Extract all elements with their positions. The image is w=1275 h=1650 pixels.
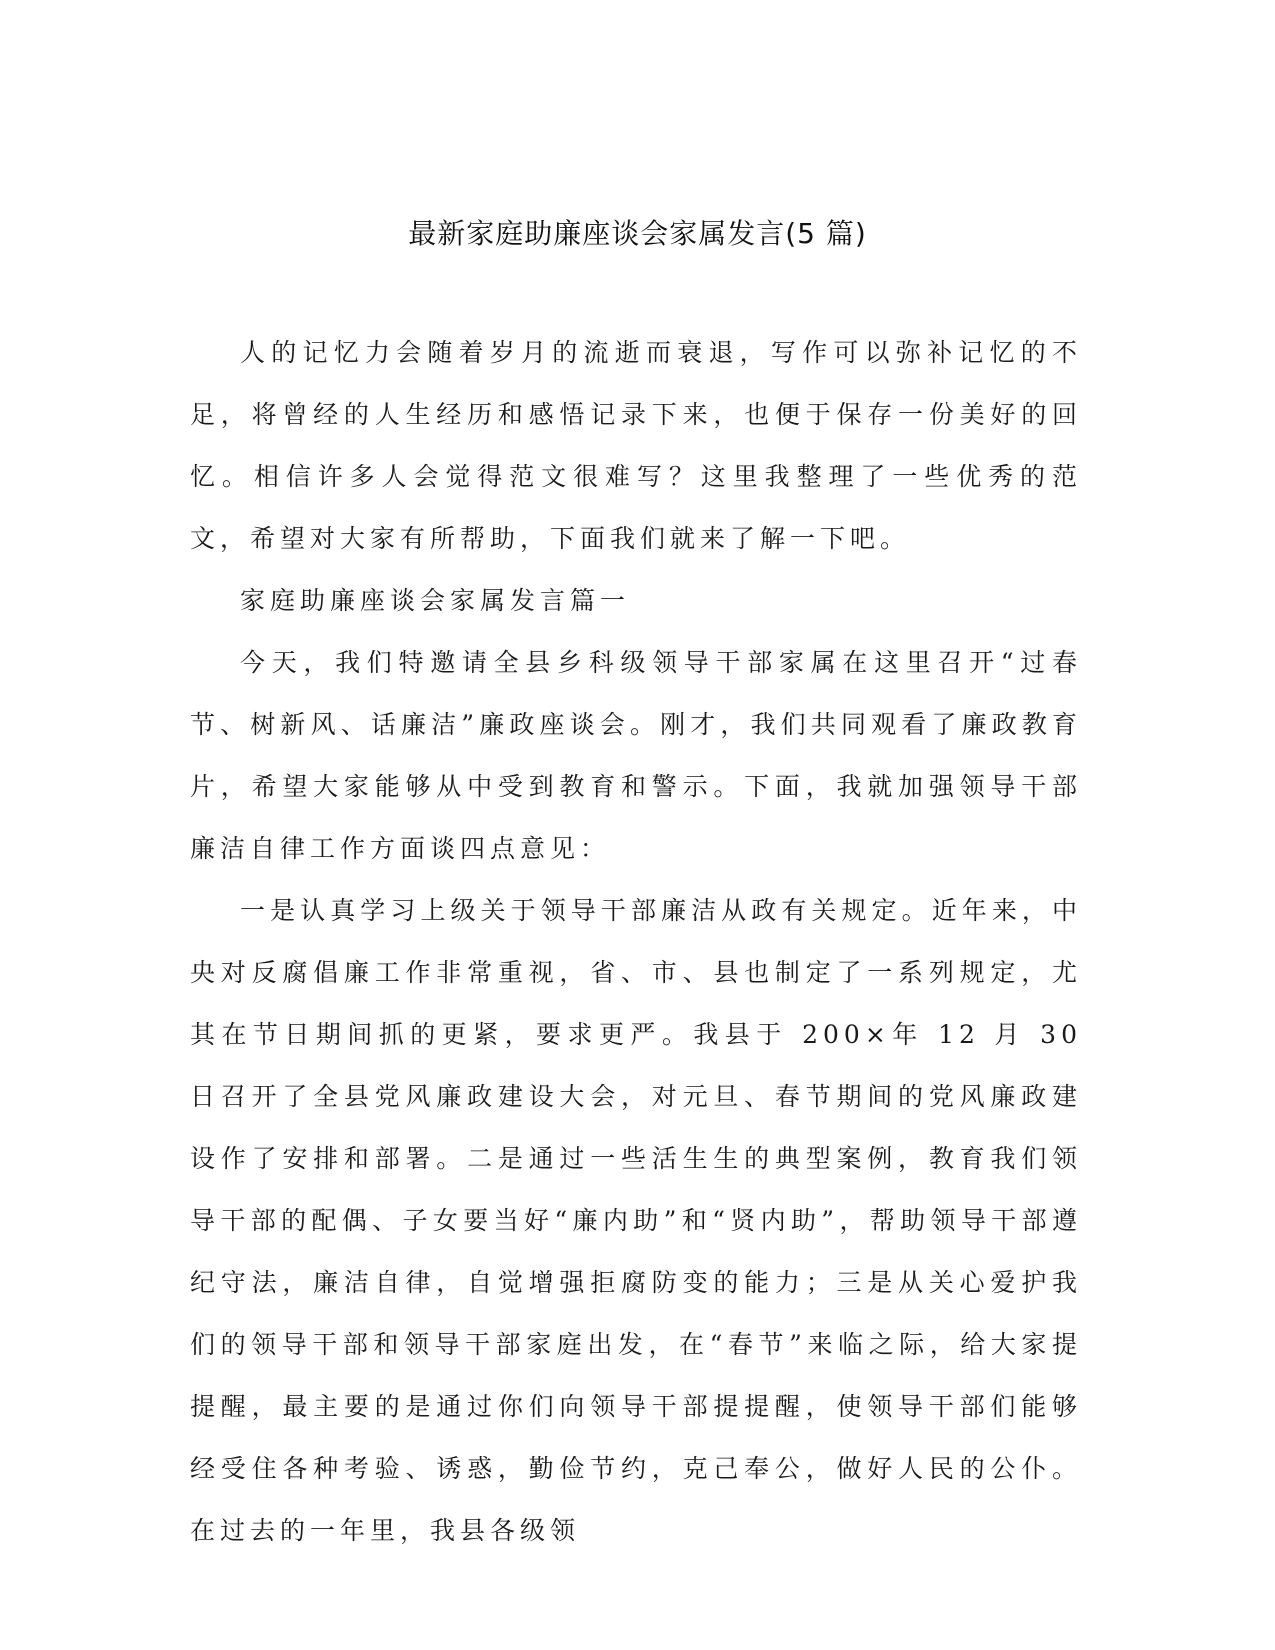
body-paragraph: 今天，我们特邀请全县乡科级领导干部家属在这里召开“过春节、树新风、话廉洁”廉政座谈会。刚才，我们共同观看了廉政教育片，希望大家能够从中受到教育和警示。下面，我就加强领导干部廉洁自律工作方面谈四点意见： — [190, 648, 1082, 863]
document-title: 最新家庭助廉座谈会家属发言(5 篇) — [408, 217, 867, 250]
section-heading: 家庭助廉座谈会家属发言篇一 — [240, 586, 631, 615]
document-body — [190, 322, 1082, 1562]
body-paragraph: 一是认真学习上级关于领导干部廉洁从政有关规定。近年来，中央对反腐倡廉工作非常重视，省、市、县也制定了一系列规定，尤其在节日期间抓的更紧，要求更严。我县于 200×年 12 月 30 日召开了全县党风廉政建设大会，对元旦、春节期间的党风廉政建设作了安排和部署。二是通过一些活生生的典型案例，教育我们领导干部的配偶、子女要当好“廉内助”和“贤内助”，帮助领导干部遵纪守法，廉洁自律，自觉增强拒腐防变的能力；三是从关心爱护我们的领导干部和领导干部家庭出发，在“春节”来临之际，给大家提提醒，最主要的是通过你们向领导干部提提醒，使领导干部们能够经受住各种考验、诱惑，勤俭节约，克己奉公，做好人民的公仆。在过去的一年里，我县各级领 — [190, 896, 1082, 1545]
intro-paragraph: 人的记忆力会随着岁月的流逝而衰退，写作可以弥补记忆的不足，将曾经的人生经历和感悟记录下来，也便于保存一份美好的回忆。相信许多人会觉得范文很难写？这里我整理了一些优秀的范文，希望对大家有所帮助，下面我们就来了解一下吧。 — [190, 338, 1082, 553]
